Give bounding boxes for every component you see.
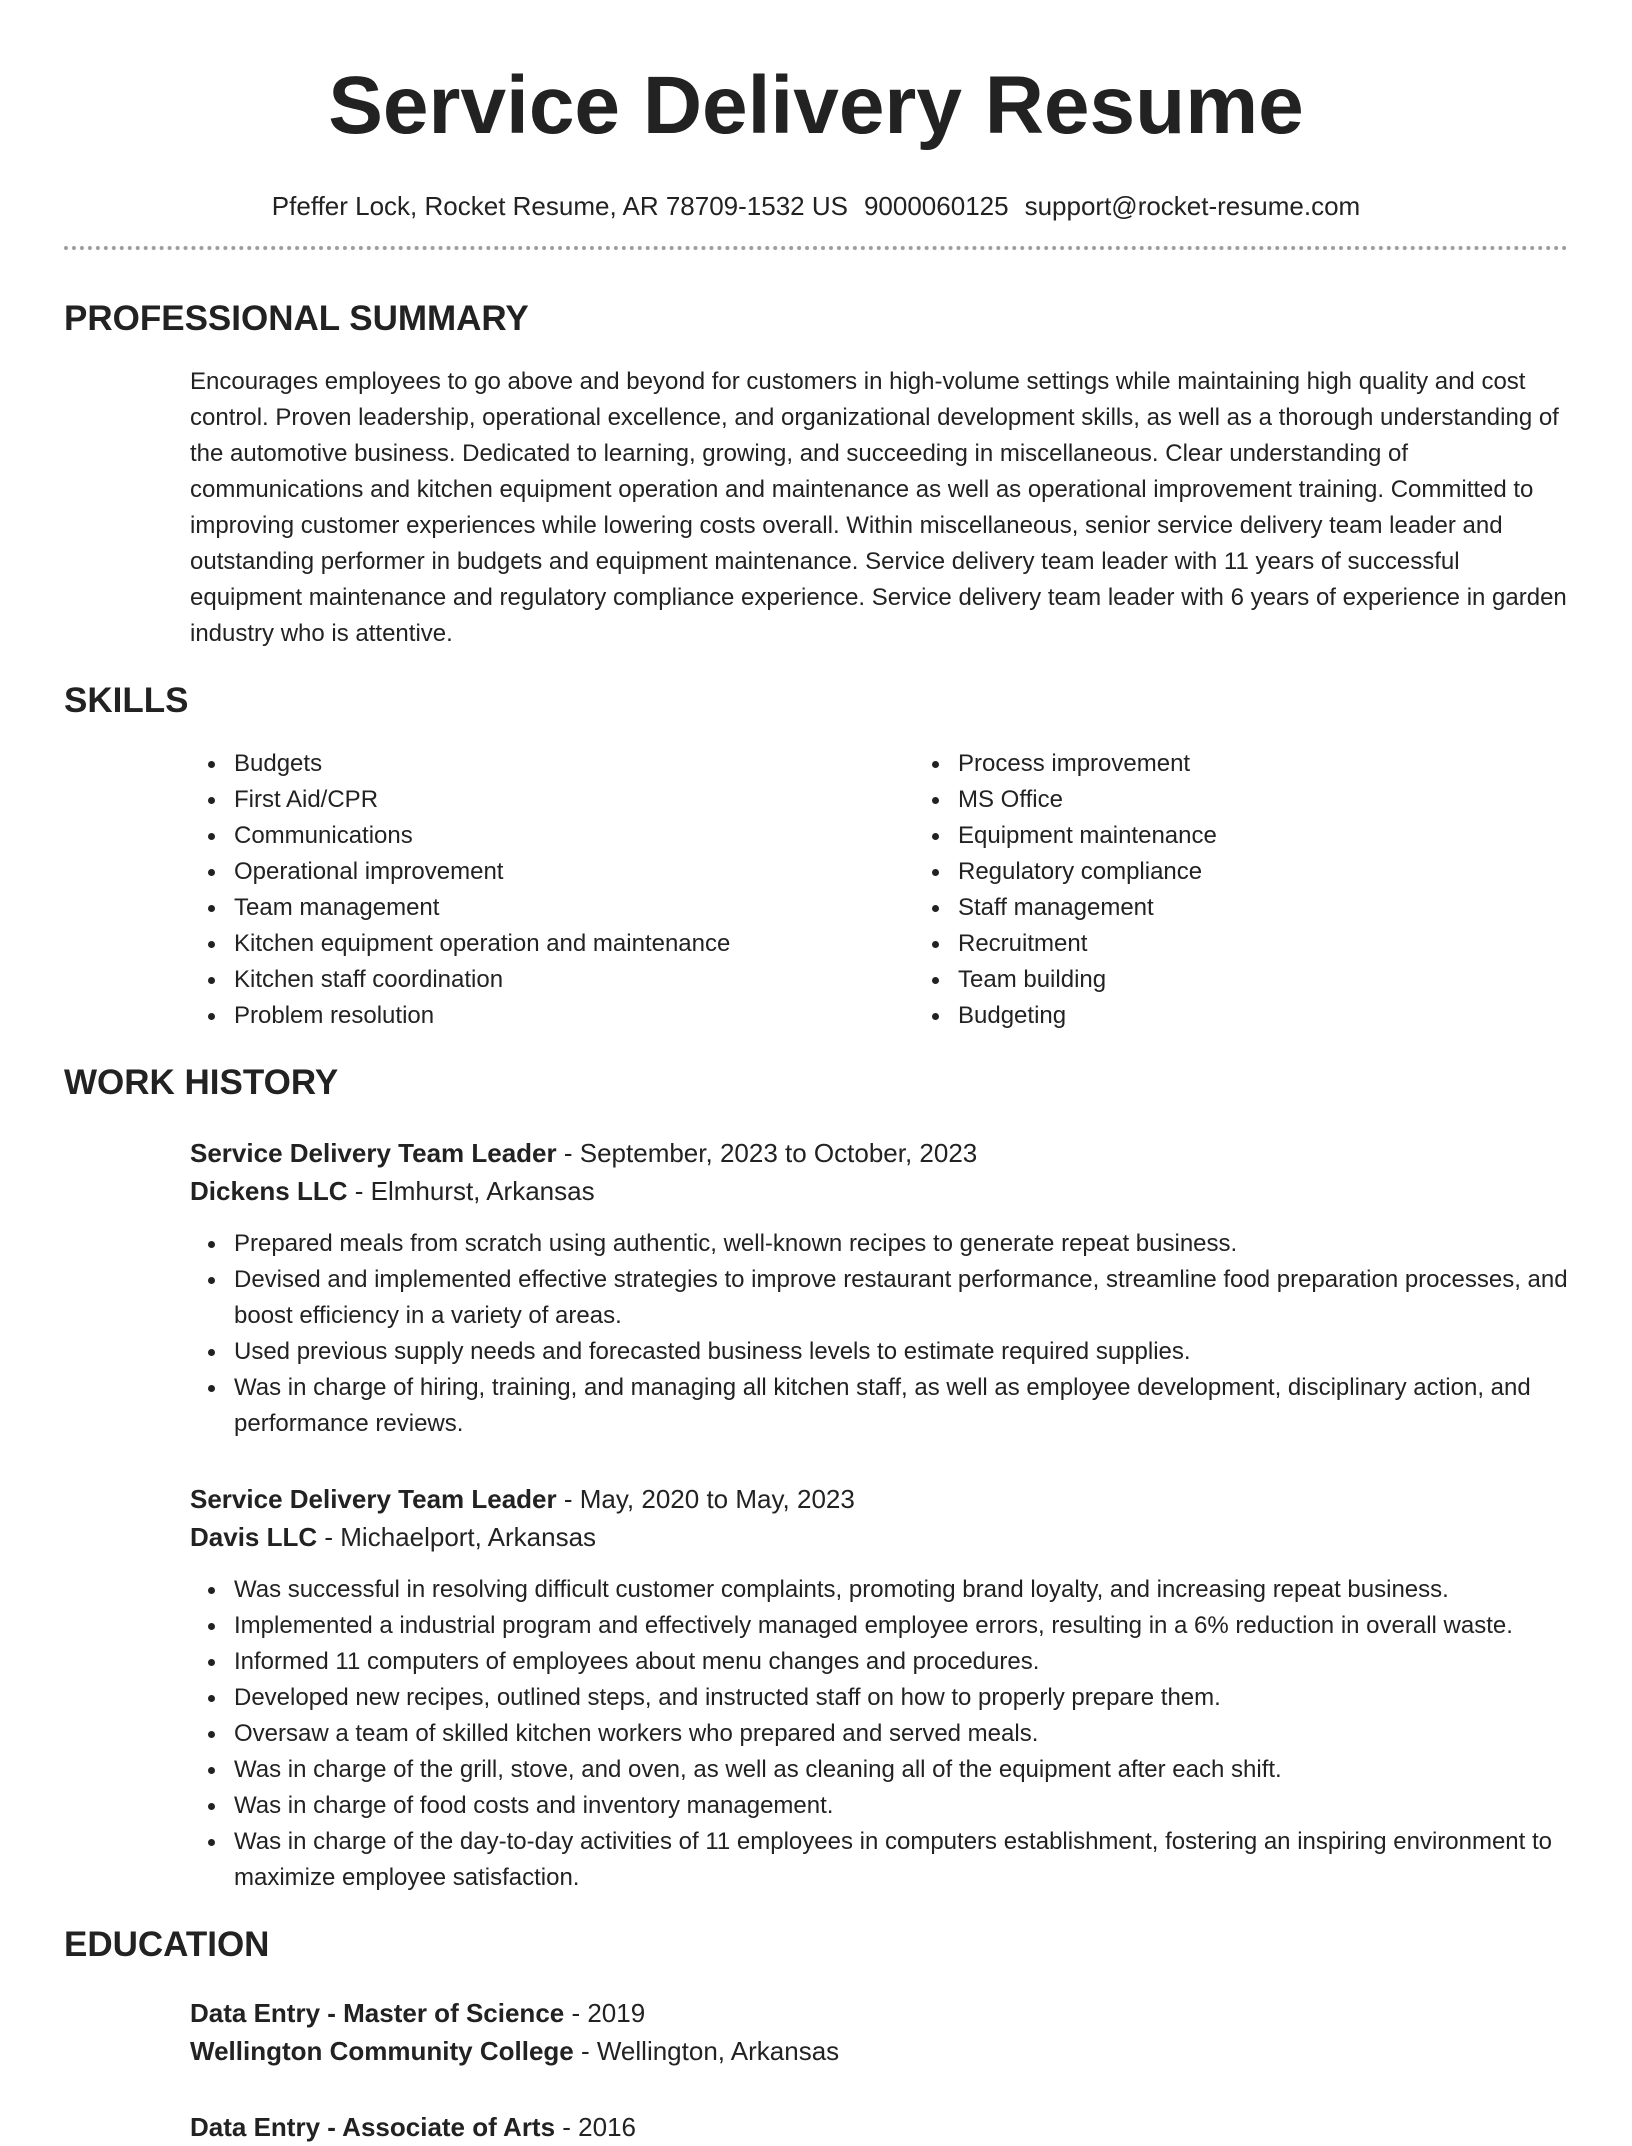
skill-item: Process improvement — [958, 746, 1632, 782]
education-degree-line — [190, 2108, 1568, 2146]
job-dates: - September, 2023 to October, 2023 — [556, 1138, 978, 1168]
skill-item: Budgeting — [958, 998, 1632, 1034]
job-company-line — [190, 1172, 1568, 1210]
job-bullet: Oversaw a team of skilled kitchen workers who prepared and served meals. — [234, 1716, 1568, 1752]
job-bullet: Implemented a industrial program and effectively managed employee errors, resulting in a 6% reduction in overall waste. — [234, 1608, 1568, 1644]
summary-text: Encourages employees to go above and beyond for customers in high-volume settings while maintaining high quality and cost control. Proven leadership, operational excellence, and organizational development skills, as well as a thorough understanding of the automotive business. Dedicated to learning, growing, and succeeding in miscellaneous. Clear understanding of communications and kitchen equipment operation and maintenance as well as operational improvement training. Committed to improving customer experiences while lowering costs overall. Within miscellaneous, senior service delivery team leader and outstanding performer in budgets and equipment maintenance. Service delivery team leader with 11 years of successful equipment maintenance and regulatory compliance experience. Service delivery team leader with 6 years of experience in garden industry who is attentive. — [190, 368, 1567, 647]
resume-title: Service Delivery Resume — [328, 60, 1304, 151]
job-company: Dickens LLC — [190, 1176, 348, 1206]
job-bullet: Was in charge of food costs and inventory management. — [234, 1788, 1568, 1824]
work-history-heading: WORK HISTORY — [64, 1063, 339, 1102]
job-bullet: Devised and implemented effective strategies to improve restaurant performance, streamline food preparation processes, and boost efficiency in a variety of areas. — [234, 1262, 1568, 1334]
skills-section — [64, 678, 1568, 1034]
job-bullet: Was in charge of the day-to-day activities of 11 employees in computers establishment, fostering an inspiring environment to maximize employee satisfaction. — [234, 1824, 1568, 1896]
contact-phone: 9000060125 — [863, 191, 1009, 221]
job-title-line — [190, 1134, 1568, 1172]
skills-heading: SKILLS — [64, 681, 189, 720]
skills-list-right — [914, 746, 1632, 1034]
education-year: - 2019 — [564, 1998, 646, 2028]
skill-item: Recruitment — [958, 926, 1632, 962]
skill-item: Budgets — [234, 746, 914, 782]
education-year: - 2016 — [555, 2112, 637, 2142]
job-company: Davis LLC — [190, 1522, 318, 1552]
skill-item: Team building — [958, 962, 1632, 998]
contact-email: support@rocket-resume.com — [1024, 191, 1361, 221]
education-degree: Data Entry - Master of Science — [190, 1998, 565, 2028]
contact-line — [64, 188, 1568, 224]
education-degree-line — [190, 1994, 1568, 2032]
skill-item: Problem resolution — [234, 998, 914, 1034]
job-bullet: Was successful in resolving difficult customer complaints, promoting brand loyalty, and increasing repeat business. — [234, 1572, 1568, 1608]
job-position: Service Delivery Team Leader — [190, 1138, 557, 1168]
skill-item: Staff management — [958, 890, 1632, 926]
skill-item: Equipment maintenance — [958, 818, 1632, 854]
job-location: - Elmhurst, Arkansas — [347, 1176, 595, 1206]
summary-section — [64, 296, 1568, 652]
job-bullet: Developed new recipes, outlined steps, and instructed staff on how to properly prepare them. — [234, 1680, 1568, 1716]
skill-item: First Aid/CPR — [234, 782, 914, 818]
education-heading: EDUCATION — [64, 1925, 270, 1964]
work-history-section — [64, 1060, 1568, 1896]
skill-item: Regulatory compliance — [958, 854, 1632, 890]
education-school: Wellington Community College — [190, 2036, 574, 2066]
education-degree: Data Entry - Associate of Arts — [190, 2112, 556, 2142]
skills-list-left — [190, 746, 914, 1034]
job-bullet: Was in charge of the grill, stove, and oven, as well as cleaning all of the equipment after each shift. — [234, 1752, 1568, 1788]
education-school-line — [190, 2032, 1568, 2070]
job-position: Service Delivery Team Leader — [190, 1484, 557, 1514]
skill-item: Communications — [234, 818, 914, 854]
skills-columns — [64, 746, 1568, 1034]
skill-item: MS Office — [958, 782, 1632, 818]
skill-item: Kitchen equipment operation and maintenance — [234, 926, 914, 962]
education-location: - Wellington, Arkansas — [573, 2036, 840, 2066]
job-bullet: Was in charge of hiring, training, and managing all kitchen staff, as well as employee development, disciplinary action, and performance reviews. — [234, 1370, 1568, 1442]
job-bullet: Used previous supply needs and forecasted business levels to estimate required supplies. — [234, 1334, 1568, 1370]
job-bullets — [190, 1572, 1568, 1896]
job-entry — [64, 1480, 1568, 1896]
job-dates: - May, 2020 to May, 2023 — [556, 1484, 855, 1514]
summary-heading: PROFESSIONAL SUMMARY — [64, 299, 529, 338]
skill-item: Kitchen staff coordination — [234, 962, 914, 998]
contact-address: Pfeffer Lock, Rocket Resume, AR 78709-1532 US — [271, 191, 848, 221]
header-divider — [64, 246, 1568, 250]
job-bullets — [190, 1226, 1568, 1442]
job-entry — [64, 1134, 1568, 1442]
job-location: - Michaelport, Arkansas — [317, 1522, 597, 1552]
education-entry — [64, 2108, 1568, 2146]
skill-item: Operational improvement — [234, 854, 914, 890]
education-entry — [64, 1994, 1568, 2070]
job-bullet: Informed 11 computers of employees about menu changes and procedures. — [234, 1644, 1568, 1680]
education-section — [64, 1922, 1568, 2146]
job-company-line — [190, 1518, 1568, 1556]
job-title-line — [190, 1480, 1568, 1518]
skill-item: Team management — [234, 890, 914, 926]
job-bullet: Prepared meals from scratch using authentic, well-known recipes to generate repeat business. — [234, 1226, 1568, 1262]
